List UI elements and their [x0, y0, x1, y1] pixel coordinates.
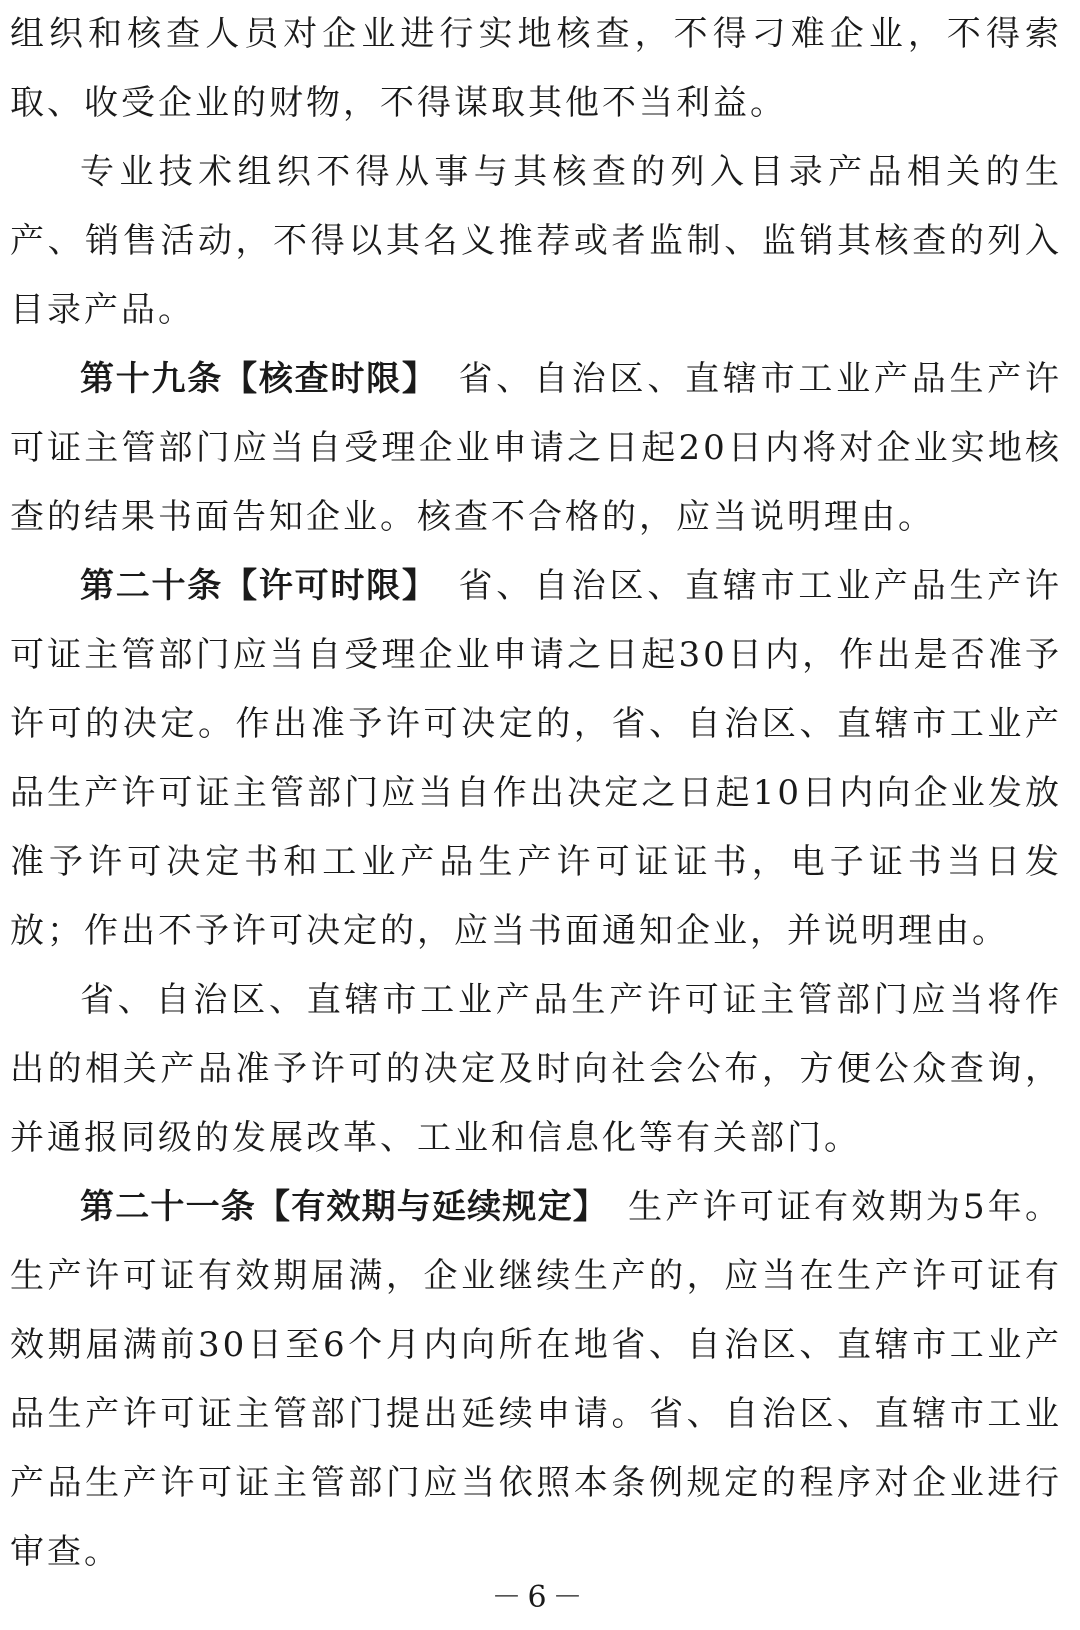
- article-20: [10, 552, 1062, 966]
- page-number: －6－: [491, 1580, 589, 1615]
- paragraph-1: [10, 0, 1062, 138]
- article-21-text: 生产许可证有效期为5年。生产许可证有效期届满，企业继续生产的，应当在生产许可证有效期届满前30日至6个月内向所在地省、自治区、直辖市工业产品生产许可证主管部门提出延续申请。省、自治区、直辖市工业产品生产许可证主管部门应当依照本条例规定的程序对企业进行审查。: [10, 1187, 1062, 1572]
- article-20-heading: 第二十条【许可时限】: [80, 566, 438, 606]
- article-21-heading: 第二十一条【有效期与延续规定】: [80, 1187, 608, 1227]
- article-20-text: 省、自治区、直辖市工业产品生产许可证主管部门应当自受理企业申请之日起30日内，作出是否准予许可的决定。作出准予许可决定的，省、自治区、直辖市工业产品生产许可证主管部门应当自作出决定之日起10日内向企业发放准予许可决定书和工业产品生产许可证证书，电子证书当日发放；作出不予许可决定的，应当书面通知企业，并说明理由。: [10, 566, 1063, 951]
- article-21: [10, 1173, 1062, 1587]
- paragraph-5: [10, 966, 1062, 1173]
- article-19: [10, 345, 1062, 552]
- paragraph-2-text: 专业技术组织不得从事与其核查的列入目录产品相关的生产、销售活动，不得以其名义推荐或者监制、监销其核查的列入目录产品。: [10, 152, 1062, 330]
- document-body: [10, 0, 1062, 1587]
- paragraph-5-text: 省、自治区、直辖市工业产品生产许可证主管部门应当将作出的相关产品准予许可的决定及时向社会公布，方便公众查询，并通报同级的发展改革、工业和信息化等有关部门。: [10, 980, 1062, 1158]
- article-19-heading: 第十九条【核查时限】: [80, 359, 438, 399]
- paragraph-1-text: 组织和核查人员对企业进行实地核查，不得刁难企业，不得索取、收受企业的财物，不得谋取其他不当利益。: [10, 14, 1062, 123]
- article-19-text: 省、自治区、直辖市工业产品生产许可证主管部门应当自受理企业申请之日起20日内将对企业实地核查的结果书面告知企业。核查不合格的，应当说明理由。: [10, 359, 1063, 537]
- paragraph-2: [10, 138, 1062, 345]
